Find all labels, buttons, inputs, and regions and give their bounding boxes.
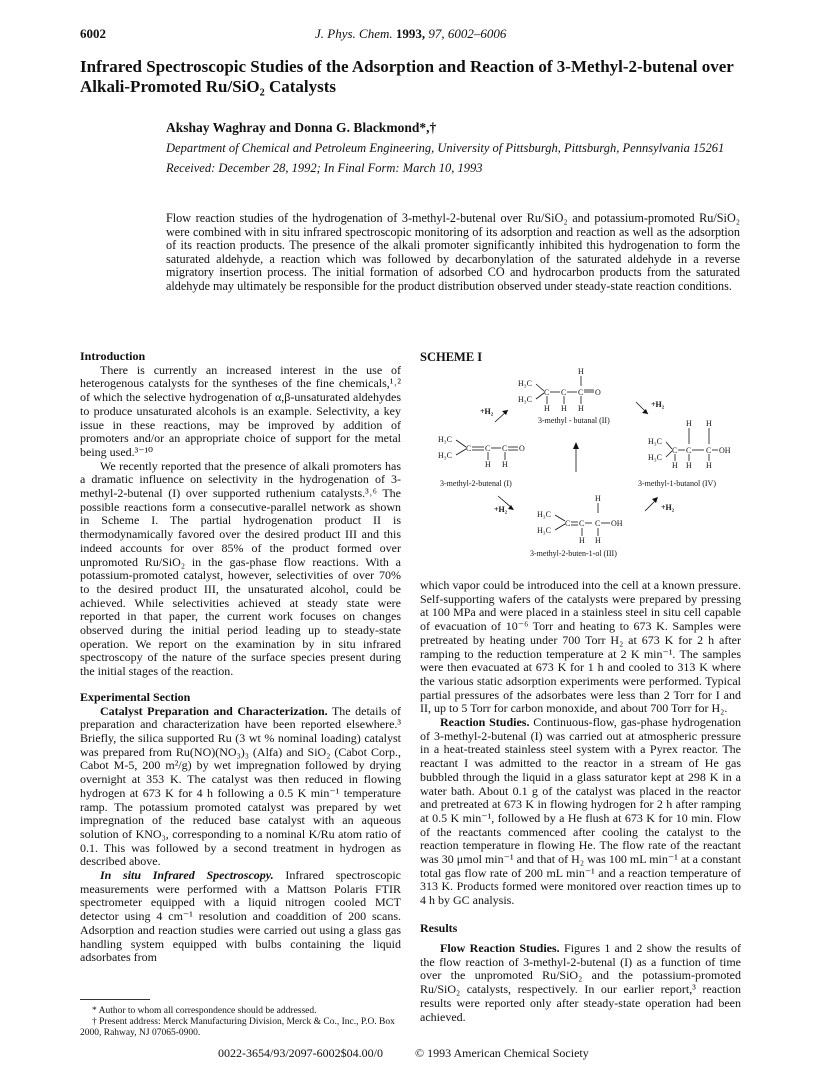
- authors: Akshay Waghray and Donna G. Blackmond*,†: [166, 120, 437, 135]
- results-heading: Results: [420, 921, 458, 935]
- reaction-studies-title: Reaction Studies.: [440, 715, 530, 730]
- results-section: [420, 942, 741, 1024]
- label-IV: 3-methyl-1-butanol (IV): [638, 479, 716, 488]
- experimental-heading: Experimental Section: [80, 689, 191, 704]
- svg-text:C: C: [502, 444, 508, 453]
- insitu-ir-text: Infrared spectroscopic measurements were performed with a Mattson Polaris FTIR spectrometer equipped with a liquid nitrogen cooled MCT detector using 4 cm⁻¹ resolution and coaddition of 200 scans. Adsorption and reaction studies were carried out using a glass gas handling system equipped with bulbs containing the liquid adsorbates from: [80, 868, 401, 965]
- svg-text:H₃C: H₃C: [438, 451, 452, 460]
- svg-text:C: C: [544, 388, 550, 397]
- h2-label-3: +H₂: [494, 505, 508, 514]
- h2-label-1: +H₂: [480, 407, 494, 416]
- intro-paragraph-2: We recently reported that the presence of alkali promoters has a dramatic influence on selectivity in the hydrogenation of 3-methyl-2-butenal (I) over supported ruthenium catalysts.³˒⁶ The possible reactions form a consecutive-parallel network as shown in Scheme I. The partial hydrogenation product II is thermodynamically favored over the desired product III and this indeed accounts for over 85% of the product formed over unpromoted Ru/SiO₂ in the gas-phase flow reactions. With a potassium-promoted catalyst, however, selectivities of over 70% to the desired product III, the unsaturated alcohol, could be achieved. While selectivities achieved at steady state were reported in that paper, the current work focuses on changes observed during the initial period leading up to steady-state operation. We report on the examination by in situ infrared spectroscopy of the nature of the surface species present during the initial stages of the reaction.: [80, 458, 401, 679]
- reaction-studies-paragraph: [420, 716, 741, 908]
- svg-text:H₃C: H₃C: [518, 395, 532, 404]
- footnote-correspondence: * Author to whom all correspondence should be addressed.: [92, 1006, 317, 1016]
- svg-text:C: C: [466, 444, 472, 453]
- copyright: © 1993 American Chemical Society: [415, 1046, 589, 1060]
- footnote-address: † Present address: Merck Manufacturing Division, Merck & Co., Inc., P.O. Box 2000, Rahway, NJ 07065-0900.: [80, 1017, 395, 1038]
- flow-reaction-text: Figures 1 and 2 show the results of the flow reaction of 3-methyl-2-butenal (I) as a function of time over the unpromoted Ru/SiO₂ and the potassium-promoted Ru/SiO₂ catalysts, respectively. In our earlier report,³ reaction results were reported only after steady-state operation had been achieved.: [420, 941, 742, 1024]
- insitu-ir-paragraph: [80, 869, 401, 965]
- reaction-studies-text: Continuous-flow, gas-phase hydrogenation of 3-methyl-2-butenal (I) was carried out at atmospheric pressure in a heat-treated stainless steel system with a Pyrex reactor. The reactant I was admitted to the reactor in a stream of He gas bubbled through the liquid in a glass saturator kept at 298 K in a water bath. About 0.1 g of the catalyst was placed in the reactor and pretreated at 673 K in flowing hydrogen for 2 h after ramping at 0.5 K min⁻¹, followed by a He flush at 673 K for 10 min. Flow of the reactants commenced after cooling the catalyst to the reaction temperature in flowing He. The flow rate of the reactant was 30 μmol min⁻¹ and that of H₂ was 100 mL min⁻¹ at a constant total gas flow rate of 200 mL min⁻¹ and a reaction temperature of 313 K. Products formed were monitored over reaction times up to 4 h by GC analysis.: [420, 715, 742, 908]
- insitu-ir-title: In situ Infrared Spectroscopy.: [100, 868, 274, 883]
- svg-text:O: O: [519, 444, 525, 453]
- paper-title: Infrared Spectroscopic Studies of the Adsorption and Reaction of 3-Methyl-2-butenal over Alkali-Promoted Ru/SiO₂ Catalysts: [80, 57, 734, 96]
- svg-text:C: C: [579, 519, 585, 528]
- catalyst-prep-title: Catalyst Preparation and Characterization.: [100, 703, 328, 718]
- received-dates: Received: December 28, 1992; In Final Form: March 10, 1993: [166, 161, 483, 175]
- results-paragraph: [420, 942, 741, 1024]
- catalyst-prep-paragraph: [80, 705, 401, 869]
- svg-text:C: C: [672, 446, 678, 455]
- svg-text:C: C: [561, 388, 567, 397]
- svg-text:C: C: [578, 388, 584, 397]
- svg-text:H₃C: H₃C: [648, 453, 662, 462]
- journal-volume: 97, 6002–6006: [428, 26, 507, 41]
- abstract: Flow reaction studies of the hydrogenation of 3-methyl-2-butenal over Ru/SiO₂ and potassium-promoted Ru/SiO₂ were combined with in situ infrared spectroscopic monitoring of its adsorption and reaction as well as the adsorption of its reaction products. The presence of the alkali promoter significantly inhibited this hydrogenation to form the saturated aldehyde, a reaction which was followed by decarbonylation of the saturated aldehyde in a reverse migratory insertion process. The initial formation of adsorbed CO and hydrocarbon products from the saturated aldehyde may ultimately be responsible for the product distribution observed under steady-state reaction conditions.: [166, 211, 740, 293]
- svg-text:H: H: [544, 404, 550, 413]
- label-I: 3-methyl-2-butenal (I): [440, 479, 512, 488]
- svg-text:H: H: [595, 494, 601, 503]
- svg-text:H: H: [502, 460, 508, 469]
- svg-text:OH: OH: [611, 519, 623, 528]
- journal-citation: [315, 26, 506, 42]
- svg-text:H₃C: H₃C: [537, 510, 551, 519]
- svg-text:C: C: [595, 519, 601, 528]
- page-number: 6002: [80, 26, 106, 41]
- svg-text:H: H: [706, 419, 712, 428]
- svg-text:H: H: [686, 419, 692, 428]
- scheme-title: SCHEME I: [420, 350, 483, 364]
- left-column: [80, 350, 401, 965]
- label-III: 3-methyl-2-buten-1-ol (III): [530, 549, 617, 558]
- svg-text:O: O: [595, 388, 601, 397]
- svg-text:OH: OH: [719, 446, 731, 455]
- svg-text:H: H: [595, 536, 601, 545]
- article-code: 0022-3654/93/2097-6002$04.00/0: [218, 1046, 383, 1060]
- journal-name: J. Phys. Chem.: [315, 26, 393, 41]
- scheme-diagram: [420, 362, 741, 562]
- compound-IV-structure: [648, 419, 731, 470]
- compound-I-structure: [438, 435, 525, 469]
- label-II: 3-methyl - butanal (II): [538, 416, 610, 425]
- flow-reaction-title: Flow Reaction Studies.: [440, 941, 560, 955]
- h2-label-2: +H₂: [651, 400, 665, 409]
- intro-paragraph-1: There is currently an increased interest in the use of heterogenous catalysts for the syntheses of the fine chemicals,¹˒² of which the selective hydrogenation of α,β-unsaturated aldehydes to produce unsaturated alcohols is an example. Selectivity, a key issue in these reactions, may be improved by addition of promoters and/or an appropriate choice of support for the metal being used.³⁻¹⁰: [80, 362, 401, 459]
- svg-text:C: C: [706, 446, 712, 455]
- catalyst-prep-text: The details of preparation and characterization have been reported elsewhere.³ Briefly, the silica supported Ru (3 wt % nominal loading) catalyst was prepared from Ru(NO)(NO₃)₃ (Alfa) and SiO₂ (Cabot Corp., Cabot M-5, 200 m²/g) by wet impregnation followed by drying overnight at 353 K. The catalyst was then reduced in flowing hydrogen at 673 K for 4 h following a 0.5 K min⁻¹ temperature ramp. The potassium promoted catalyst was prepared by wet impregnation of the reduced base catalyst with an aqueous solution of KNO₃, corresponding to a nominal K/Ru atom ratio of 0.1. This was followed by a second treatment in hydrogen as described above.: [80, 703, 401, 869]
- svg-text:H: H: [485, 460, 491, 469]
- svg-text:H: H: [579, 536, 585, 545]
- insitu-ir-continuation: which vapor could be introduced into the cell at a known pressure. Self-supporting wafers of the catalysts were prepared by pressing at 100 MPa and were placed in a stainless steel in situ cell capable of evacuation of 10⁻⁶ Torr and heating to 673 K. Samples were pretreated by heating under 700 Torr H₂ at 673 K for 2 h after ramping to the reduction temperature at 2 K min⁻¹. The samples were then evacuated at 673 K for 1 h and cooled to 313 K where the various static adsorption experiments were performed. Typical partial pressures of the adsorbates were less than 2 Torr for I and II, up to 5 Torr for carbon monoxide, and about 700 Torr for H₂.: [420, 578, 741, 716]
- compound-II-structure: [518, 367, 601, 413]
- svg-text:H₃C: H₃C: [648, 437, 662, 446]
- svg-text:H₃C: H₃C: [537, 526, 551, 535]
- svg-text:H: H: [561, 404, 567, 413]
- footnotes: [80, 1006, 401, 1039]
- svg-text:H₃C: H₃C: [518, 379, 532, 388]
- footnote-divider: [80, 999, 150, 1000]
- affiliation: Department of Chemical and Petroleum Engineering, University of Pittsburgh, Pittsburgh, Pennsylvania 15261: [166, 141, 725, 155]
- svg-text:H: H: [686, 461, 692, 470]
- journal-year: 1993,: [395, 26, 426, 41]
- h2-label-4: +H₂: [661, 503, 675, 512]
- svg-text:H: H: [706, 461, 712, 470]
- svg-text:H: H: [672, 461, 678, 470]
- svg-text:H₃C: H₃C: [438, 435, 452, 444]
- svg-text:H: H: [578, 367, 584, 376]
- svg-text:C: C: [686, 446, 692, 455]
- svg-text:C: C: [485, 444, 491, 453]
- compound-III-structure: [537, 494, 623, 545]
- svg-text:H: H: [578, 404, 584, 413]
- intro-heading: Introduction: [80, 349, 146, 363]
- svg-text:C: C: [565, 519, 571, 528]
- right-column: [420, 579, 741, 908]
